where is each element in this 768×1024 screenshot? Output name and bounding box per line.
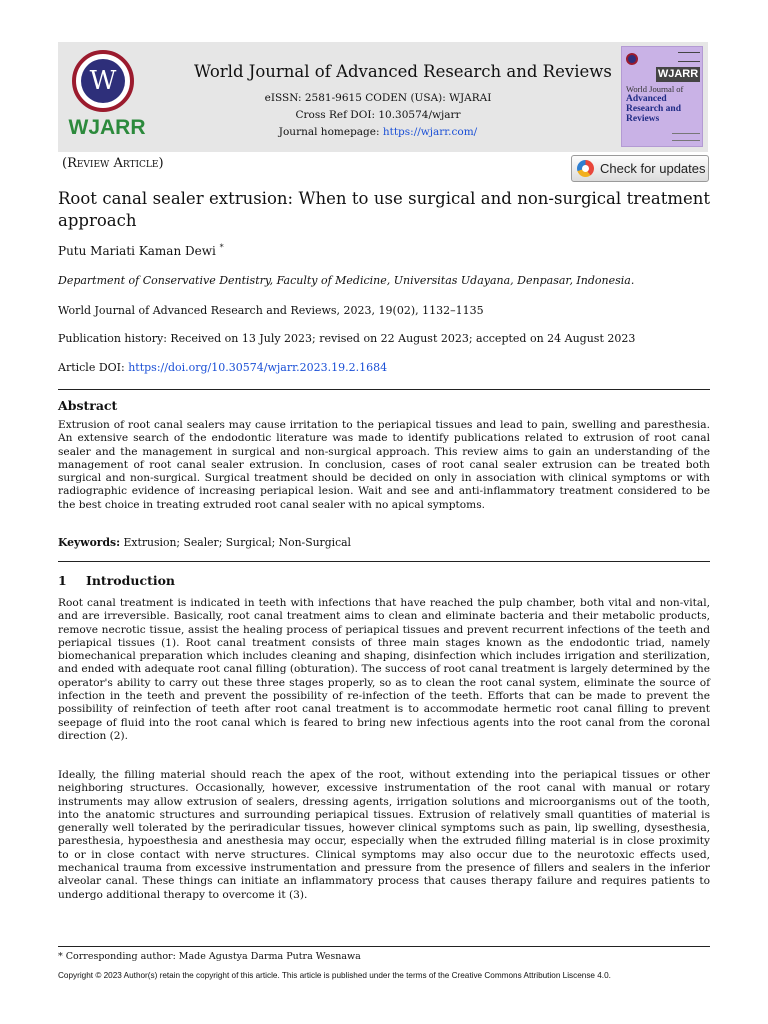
cover-issn-lines [678,52,700,62]
doi-link[interactable]: https://doi.org/10.30574/wjarr.2023.19.2.1684 [128,361,388,374]
cover-title-bold: Advanced Research and Reviews [626,94,681,124]
introduction-heading [58,573,175,588]
article-type-label: Review Article [67,156,159,171]
keywords [58,536,351,549]
journal-title: World Journal of Advanced Research and Reviews [194,62,612,81]
crossref-line: Cross Ref DOI: 10.30574/wjarr [295,109,461,121]
article-doi [58,361,387,374]
author-name: Putu Mariati Kaman Dewi [58,244,220,258]
author-mark: * [219,243,224,252]
article-title: Root canal sealer extrusion: When to use surgical and non-surgical treatment approach [58,189,710,230]
cover-title-top: World Journal of [626,84,684,94]
doi-label: Article DOI: [58,361,129,374]
check-for-updates-label: Check for updates [600,161,706,176]
abstract-top-rule [58,389,710,390]
cover-logo-icon [626,53,638,65]
issn-line: eISSN: 2581-9615 CODEN (USA): WJARAI [264,92,492,104]
publication-history: Publication history: Received on 13 July 2023; revised on 22 August 2023; accepted on 24 August 2023 [58,332,636,345]
cover-brand: WJARR [657,68,699,80]
logo-circle [72,50,134,112]
section-number: 1 [58,573,67,588]
check-for-updates-button[interactable] [571,155,709,182]
cover-title [626,85,702,124]
journal-header [58,42,708,152]
homepage-line [198,126,558,138]
article-type: (Review Article) [62,156,164,171]
affiliation: Department of Conservative Dentistry, Faculty of Medicine, Universitas Udayana, Denpasar, Indonesia. [58,274,635,287]
logo-letter: W [81,59,125,103]
abstract-heading: Abstract [58,398,118,413]
footnote-rule [58,946,710,947]
copyright-notice: Copyright © 2023 Author(s) retain the copyright of this article. This article is published under the terms of the Creative Commons Attribution Liscense 4.0. [58,971,611,980]
homepage-label: Journal homepage: [278,126,383,138]
cover-footer-lines [672,133,700,141]
corresponding-author-footnote: * Corresponding author: Made Agustya Darma Putra Wesnawa [58,951,361,962]
section-title: Introduction [86,573,176,588]
homepage-link[interactable]: https://wjarr.com/ [382,126,478,138]
citation: World Journal of Advanced Research and Reviews, 2023, 19(02), 1132–1135 [58,304,484,317]
journal-cover-thumbnail[interactable] [621,46,703,147]
crossmark-icon [577,160,594,177]
logo-text: WJARR [68,116,146,139]
introduction-paragraph: Ideally, the filling material should reach the apex of the root, without extending into the periapical tissues or other neighboring structures. Occasionally, however, excessive instrumentation of the root canal with manual or rotary instruments may allow extrusion of sealers, dressing agents, irrigation solutions and microorganisms out of the tooth, into the anatomic structures and surrounding periapical tissues. Extrusion of relatively small quantities of material is generally well tolerated by the periradicular tissues, however clinical symptoms such as pain, lip swelling, dysesthesia, paresthesia, hypoesthesia and anesthesia may occur, especially when the extruded filling material is in close proximity to or in close contact with nerve structures. Clinical symptoms may also occur due to the neurotoxic effects used, mechanical trauma from excessive instrumentation and pressure from the presence of fillers and sealers in the inferior alveolar canal. These things can initiate an inflammatory process that causes therapy failure and requires patients to undergo additional therapy to overcome it (3). [58,769,710,901]
abstract-text: Extrusion of root canal sealers may cause irritation to the periapical tissues and lead to pain, swelling and paresthesia. An extensive search of the endodontic literature was made to identify publications related to extrusion of root canal sealer and the management in surgical and non-surgical approach. This review aims to gain an understanding of the management of root canal sealer extrusion. In conclusion, cases of root canal sealer extrusion can be treated both surgical and non-surgical. Surgical treatment should be decided on only in association with clinical symptoms or with radiographic evidence of increasing periapical lesion. Wait and see and anti-inflammatory treatment considered to be the best choice in treating extruded root canal sealer with no apical symptoms. [58,419,710,511]
journal-logo [68,50,146,146]
abstract-bottom-rule [58,561,710,562]
keywords-label: Keywords: [58,536,121,549]
keywords-text: Extrusion; Sealer; Surgical; Non-Surgical [120,536,352,549]
author [58,243,224,258]
introduction-paragraph: Root canal treatment is indicated in teeth with infections that have reached the pulp chamber, both vital and non-vital, and are irreversible. Basically, root canal treatment aims to clean and eliminate bacteria and their metabolic products, remove necrotic tissue, assist the healing process of periapical tissues and prevent recurrent infections of the teeth and periapical tissues (1). Root canal treatment consists of three main stages known as the endodontic triad, namely biomechanical preparation which includes cleaning and shaping, disinfection which includes irrigation and sterilization, and ended with adequate root canal filling (obturation). The success of root canal treatment is largely determined by the operator's ability to carry out these three stages properly, so as to clean the root canal system, eliminate the source of infection in the teeth and prevent the possibility of re-infection of the teeth. Efforts that can be made to prevent the possibility of reinfection of teeth after root canal treatment is to accommodate hermetic root canal filling to prevent seepage of fluid into the root canal which is feared to bring new infectious agents into the root canal from the coronal direction (2). [58,597,710,742]
